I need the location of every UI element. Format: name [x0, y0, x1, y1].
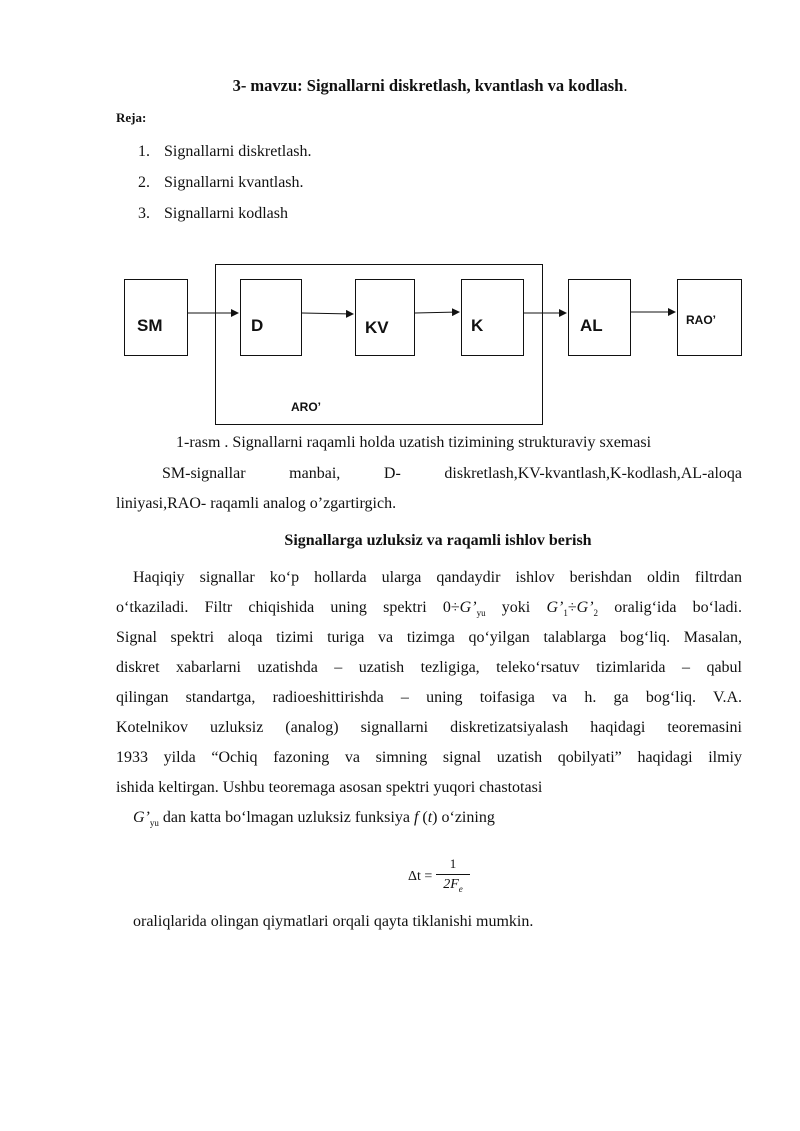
list-item: 1. Signallarni diskretlash. — [138, 143, 312, 160]
paragraph-line: Haqiqiy signallar ko‘p hollarda ularga qandaydir ishlov berishdan oldin filtrdan — [133, 569, 742, 586]
block-sm: SM — [124, 279, 188, 356]
arrow-kv-k — [415, 312, 459, 313]
diagram-arrows — [0, 0, 800, 440]
block-d: D — [240, 279, 302, 356]
arrow-d-kv — [302, 313, 353, 314]
formula-fraction: 1 $2F_e$ — [436, 856, 470, 894]
section-heading: Signallarga uzluksiz va raqamli ishlov berish — [284, 532, 592, 549]
paragraph-line: $G’_{yu}$ dan katta bo‘lmagan uzluksiz funksiya f (t) o‘zining — [133, 809, 495, 829]
block-al: AL — [568, 279, 631, 356]
legend-line-2: liniyasi,RAO- raqamli analog o’zgartirgich. — [116, 495, 397, 512]
paragraph-line: diskret xabarlarni uzatishda – uzatish tezligiga, teleko‘rsatuv tizimlarida – qabul — [116, 659, 742, 676]
legend-line-1: SM-signallar manbai, D- diskretlash,KV-kvantlash,K-kodlash,AL-aloqa — [162, 465, 742, 482]
paragraph-line: 1933 yilda “Ochiq fazoning va simning signal uzatish qobilyati” haqidagi ilmiy — [116, 749, 742, 766]
formula-lhs: Δt = — [408, 869, 433, 884]
paragraph-line: qilingan standartga, radioeshittirishda – uning toifasiga va h. ga bog‘liq. V.A. — [116, 689, 742, 706]
block-kv: KV — [355, 279, 415, 356]
figure-caption: 1-rasm . Signallarni raqamli holda uzatish tizimining strukturaviy sxemasi — [176, 434, 652, 451]
document-title: 3- mavzu: Signallarni diskretlash, kvantlash va kodlash. — [232, 76, 628, 95]
paragraph-line: Kotelnikov uzluksiz (analog) signallarni diskretizatsiyalash haqidagi teoremasini — [116, 719, 742, 736]
block-rao: RAO’ — [677, 279, 742, 356]
list-item: 2. Signallarni kvantlash. — [138, 174, 304, 191]
paragraph-line: o‘tkaziladi. Filtr chiqishida uning spektri $0\div G’_{yu}$ yoki $G’_1\div G’_2$ oralig‘ida bo‘ladi. — [116, 599, 743, 619]
frame-label: ARO’ — [291, 400, 321, 414]
paragraph-line: Signal spektri aloqa tizimi turiga va tizimga qo‘yilgan talablarga bog‘liq. Masalan, — [116, 629, 742, 646]
plan-label: Reja: — [116, 110, 147, 125]
list-item: 3. Signallarni kodlash — [138, 205, 288, 222]
paragraph-line: ishida keltirgan. Ushbu teoremaga asosan spektri yuqori chastotasi — [116, 779, 543, 796]
block-k: K — [461, 279, 524, 356]
formula — [408, 856, 478, 896]
closing-line: oraliqlarida olingan qiymatlari orqali qayta tiklanishi mumkin. — [133, 913, 534, 930]
